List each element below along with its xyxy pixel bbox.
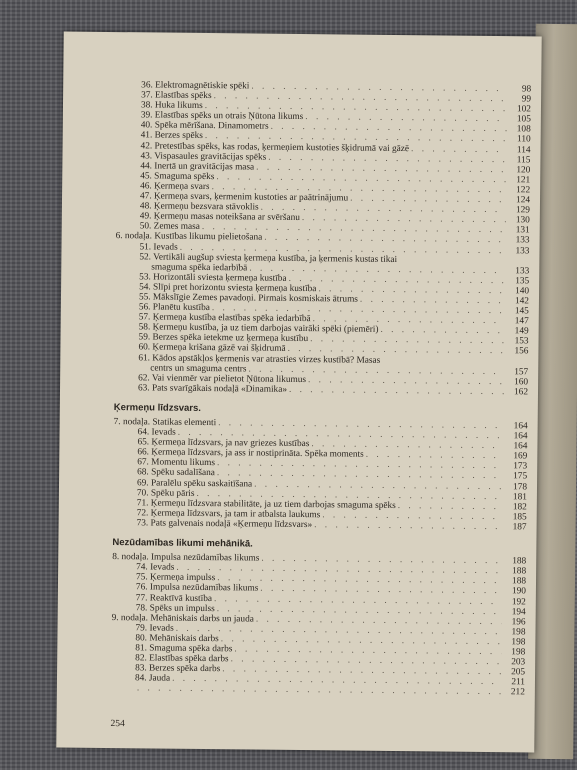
toc-entry-title: 79. Ievads (135, 623, 174, 634)
toc-page-number: 135 (515, 276, 530, 287)
toc-page-number: 140 (515, 286, 530, 297)
toc-entry-title: 46. Ķermeņa svars (140, 181, 210, 192)
toc-entry-title: 37. Elastības spēks (141, 90, 212, 102)
toc-page-number: 164 (513, 431, 528, 442)
toc-entry-title: 39. Elastības spēks un otrais Ņūtona likums (140, 110, 304, 123)
toc-entry-title: 75. Ķermeņa impulss (135, 572, 216, 584)
toc-entry-title: 62. Vai vienmēr var pielietot Ņūtona likumus (138, 373, 307, 385)
toc-page-number: 185 (512, 512, 527, 523)
toc-page-number: 203 (511, 657, 526, 668)
toc-page-number: 108 (516, 124, 531, 135)
toc-entry-title: 68. Spēku sadalīšana (137, 467, 215, 479)
toc-page-number: 196 (511, 616, 526, 628)
toc-page-number: 114 (516, 144, 531, 155)
toc-entry-title: 74. Ievads (136, 562, 175, 573)
toc-entry-title: 41. Berzes spēks (140, 130, 203, 142)
toc-entry-title: 83. Berzes spēka darbs (135, 663, 221, 675)
toc-page-number: 160 (514, 376, 529, 388)
toc-entry-title: 44. Inertā un gravitācijas masa (140, 161, 255, 173)
toc-entry-title: 45. Smaguma spēks (140, 171, 215, 182)
toc-entry-title: 50. Zemes masa (139, 221, 200, 233)
toc-page-number: 145 (514, 306, 529, 317)
toc-entry-title: 52. Vertikāli augšup sviesta ķermeņa kustība, ja ķermenis kustas tikai (139, 251, 398, 265)
toc-page-number: 124 (516, 195, 531, 206)
toc-entry-title: 6. nodaļa. Kustības likumu pielietošana (115, 231, 263, 244)
toc-page-number: 130 (515, 215, 530, 226)
toc-page-number: 164 (513, 441, 528, 452)
toc-entry-title: 63. Pats svarīgākais nodaļā «Dinamika» (137, 383, 288, 395)
toc-page-number: 181 (512, 491, 527, 503)
toc-page-number: 187 (512, 522, 527, 533)
toc-entry-title: 8. nodaļa. Impulsa nezūdamības likums (112, 552, 260, 564)
toc-entry-title: 73. Pats galvenais nodaļā «Ķermeņu līdzsvars» (136, 518, 313, 531)
section-heading: Ķermeņu līdzsvars. (113, 401, 202, 414)
page-number: 254 (110, 719, 125, 730)
toc-entry-title: 51. Ievads (139, 241, 178, 253)
toc-entry-title: 65. Ķermeņa līdzsvars, ja nav griezes kustības (137, 437, 310, 450)
toc-page-number: 133 (515, 235, 530, 246)
toc-entry-title: 58. Ķermeņu kustība, ja uz tiem darbojas vairāki spēki (piemēri) (138, 322, 379, 336)
toc-page-number: 156 (514, 346, 529, 357)
toc-page-number: 192 (511, 596, 526, 607)
toc-entry-title: 48. Ķermeņu bezsvara stāvoklis (139, 201, 259, 213)
toc-entry-title: 55. Mākslīgie Zemes pavadoņi. Pirmais kosmiskais ātrums (138, 292, 358, 305)
toc-page-number: 129 (515, 205, 530, 216)
toc-entry-title: 56. Planētu kustība (138, 302, 210, 314)
toc-entry-title: 9. nodaļa. Mehāniskais darbs un jauda (111, 612, 254, 625)
toc-entry-title: 47. Ķermeņa svars, ķermenim kustoties ar paātrinājumu (139, 191, 349, 204)
book-page (56, 32, 541, 753)
toc-entry-title: 72. Ķermeņa līdzsvars, ja tam ir atbalsta laukums (136, 508, 321, 521)
toc-page-number: 115 (516, 154, 531, 166)
leader-dots (314, 520, 503, 532)
section-heading: Nezūdamības likumi mehānikā. (112, 537, 253, 550)
toc-page-number: 142 (514, 296, 530, 307)
toc-page-number: 169 (513, 451, 528, 462)
toc-page-number: 133 (515, 245, 530, 256)
toc-entry-title: 67. Momentu likums (137, 457, 216, 469)
toc-entry-title: 69. Paralēlu spēku saskaitīšana (136, 477, 253, 490)
toc-page-number: 98 (521, 84, 532, 95)
toc-page-number: 212 (510, 687, 525, 698)
toc-page-number: 120 (516, 165, 531, 176)
toc-entry-title: 36. Elektromagnētiskie spēki (141, 80, 250, 92)
toc-entry-title: 42. Pretestības spēks, kas rodas, ķermeņiem kustoties šķidrumā vai gāzē (140, 140, 410, 154)
toc-entry-title: 78. Spēks un impulss (135, 602, 215, 614)
toc-page-number: 164 (513, 421, 528, 432)
toc-page-number: 211 (511, 677, 526, 688)
toc-page-number: 149 (514, 326, 529, 337)
toc-entry-title: smaguma spēka iedarbībā (151, 262, 248, 274)
toc-entry-title: 84. Jauda (134, 673, 171, 684)
toc-entry-title: 66. Ķermeņa līdzsvars, ja ass ir nostiprināta. Spēka moments (137, 447, 364, 460)
toc-page-number: 153 (514, 336, 529, 347)
toc-page-number: 147 (514, 316, 529, 327)
toc-page-number: 131 (515, 225, 530, 236)
toc-entry-title: 59. Berzes spēka ietekme uz ķermeņa kustību (138, 332, 309, 345)
toc-entry-title: 40. Spēka mērīšana. Dinamometrs (140, 120, 269, 133)
toc-entry-title: 80. Mehāniskais darbs (135, 633, 219, 645)
toc-page-number: 188 (512, 576, 527, 587)
toc-page-number: 173 (513, 461, 528, 472)
toc-page-number: 178 (513, 481, 528, 492)
toc-entry-title: 60. Ķermeņa krišana gāzē vai šķidrumā (138, 342, 286, 355)
toc-page-number: 205 (511, 667, 526, 678)
toc-entry-title: 64. Ievads (137, 427, 176, 438)
toc-page-number: 105 (516, 114, 531, 125)
toc-entry-title: 61. Kādos apstākļos ķermenis var atrasties virzes kustībā? Masas (138, 352, 381, 366)
toc-page-number: 194 (511, 606, 526, 617)
toc-page-number: 99 (521, 94, 532, 105)
toc-entry-title: 53. Horizontāli sviesta ķermeņa kustība (139, 272, 287, 284)
toc-entry-title: 70. Spēku pāris (136, 487, 195, 499)
toc-page-number: 157 (514, 366, 529, 378)
toc-page-number: 121 (516, 175, 531, 186)
toc-page-number: 198 (511, 627, 526, 638)
toc-page-number: 110 (516, 134, 531, 145)
toc-entry-title: 54. Slīpi pret horizontu sviesta ķermeņa kustība (139, 282, 317, 295)
toc-page-number: 188 (512, 556, 527, 567)
toc-page-number: 133 (515, 265, 530, 277)
toc-page-number: 162 (514, 387, 529, 398)
toc-entry-title: 57. Ķermeņa kustība elastības spēka iedarbībā (138, 312, 311, 325)
toc-entry-title: 38. Huka likums (140, 100, 203, 112)
toc-page-number: 188 (512, 566, 527, 577)
toc-page-number: 198 (511, 637, 526, 648)
toc-page-number: 102 (516, 104, 532, 115)
toc-entry-title: centrs un smaguma centrs (150, 363, 247, 375)
toc-page-number: 182 (512, 501, 527, 513)
leader-dots (289, 385, 504, 397)
toc-entry-title: 81. Smaguma spēka darbs (135, 643, 233, 655)
toc-page-number: 122 (516, 185, 531, 196)
toc-page-number: 190 (511, 586, 526, 597)
toc-entry-title: 49. Ķermeņu masas noteikšana ar svēršanu (139, 211, 300, 224)
toc-entry-title: 43. Vispasaules gravitācijas spēks (140, 150, 267, 163)
toc-entry-title: 71. Ķermeņu līdzsvara stabilitāte, ja uz tiem darbojas smaguma spēks (136, 498, 396, 511)
toc-page-number: 198 (511, 647, 526, 658)
toc-entry-title: 77. Reaktīvā kustība (135, 592, 213, 604)
toc-entry-title: 82. Elastības spēka darbs (135, 653, 229, 665)
table-of-contents (111, 80, 531, 698)
toc-entry-title: 7. nodaļa. Statikas elementi (113, 417, 217, 429)
toc-page-number: 175 (513, 471, 528, 482)
toc-entry-title: 76. Impulsa nezūdamības likums (135, 582, 259, 594)
